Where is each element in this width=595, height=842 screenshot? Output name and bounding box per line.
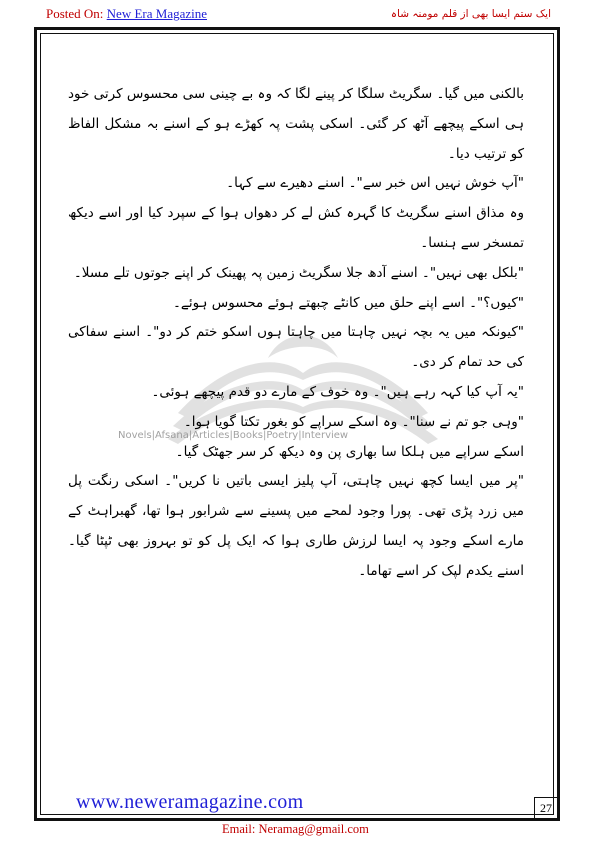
paragraph: بالکنی میں گیا۔ سگریٹ سلگا کر پینے لگا کہ وہ بے چینی سی محسوس کرتی خود ہی اسکے پیچھے آٹھ کر گئی۔ اسکی پشت پہ کھڑے ہو کے اسنے بہ مشکل الفاظ کو ترتیب دیا۔ (68, 86, 524, 162)
paragraph: "یہ آپ کیا کہہ رہے ہیں"۔ وہ خوف کے مارے دو قدم پیچھے ہوئی۔ (151, 383, 524, 400)
posted-label: Posted On: (46, 6, 104, 21)
paragraph: "کیوں؟"۔ اسے اپنے حلق میں کانٹے چبھتے ہوئے محسوس ہوئے۔ (173, 294, 524, 311)
magazine-link[interactable]: New Era Magazine (106, 6, 208, 21)
paragraph: وہ مذاق اسنے سگریٹ کا گہرہ کش لے کر دھواں ہوا کے سپرد کیا اور اسے دیکھ تمسخر سے ہنسا۔ (68, 205, 524, 251)
paragraph: "آپ خوش نہیں اس خبر سے"۔ اسنے دھیرے سے کہا۔ (226, 175, 524, 192)
page-number: 27 (540, 801, 552, 815)
story-info: ایک ستم ایسا بھی از قلم مومنہ شاہ (390, 8, 551, 20)
paragraph: "کیونکہ میں یہ بچہ نہیں چاہتا میں چاہتا ہوں اسکو ختم کر دو"۔ اسنے سفاکی کی حد تمام کر دی۔ (68, 324, 524, 371)
header-posted-on (46, 6, 207, 22)
paragraph: "بلکل بھی نہیں"۔ اسنے آدھ جلا سگریٹ زمین پہ پھینک کر اپنے جوتوں تلے مسلا۔ (73, 264, 524, 281)
story-body (68, 80, 524, 587)
paragraph: اسکے سراپے میں ہلکا سا بھاری پن وہ دیکھ کر سر جھٹک گیا۔ (175, 443, 524, 460)
website-link[interactable]: www.neweramagazine.com (76, 791, 304, 813)
paragraph: "پر میں ایسا کچھ نہیں چاہتی، آپ پلیز ایسی باتیں نا کریں"۔ اسکی رنگت پل میں زرد پڑی تھی۔ پورا وجود لمحے میں پسینے سے شرابور ہوا تھا، گھبراہٹ کے مارے اسکے وجود پہ ایسا لرزش طاری ہوا کہ ایک پل کو تو بہروز بھی ٹپٹا گیا۔ اسنے یکدم لپک کر اسے تھاما۔ (68, 473, 524, 579)
watermark-tagline: Novels|Afsana|Articles|Books|Poetry|Interview (118, 430, 349, 441)
contact-email[interactable]: Email: Neramag@gmail.com (222, 822, 369, 836)
paragraph: "وہی جو تم نے سنا"۔ وہ اسکے سراپے کو بغور تکتا گویا ہوا۔ (183, 413, 524, 430)
